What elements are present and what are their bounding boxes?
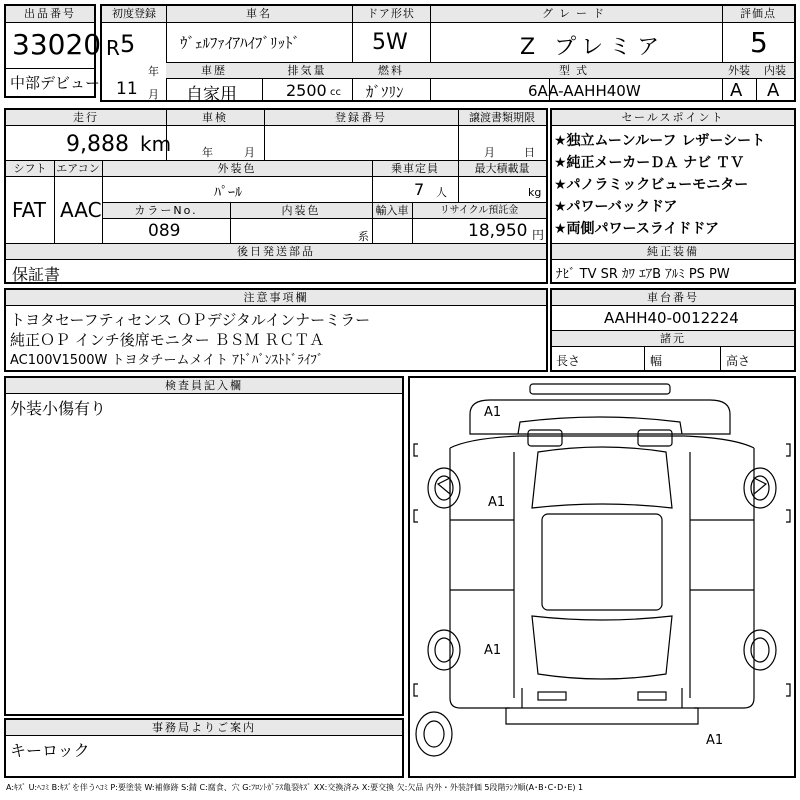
chassis-box	[550, 288, 796, 372]
sales-points-label: セールスポイント	[552, 110, 794, 126]
capacity-label: 乗車定員	[372, 161, 458, 177]
headlight-right	[638, 430, 672, 446]
lot-number: 33020	[12, 28, 102, 61]
notes-box	[4, 288, 548, 372]
fuel-value: ｶﾞｿﾘﾝ	[366, 83, 404, 101]
score-label: 評価点	[722, 6, 794, 23]
later-parts-label: 後日発送部品	[6, 244, 546, 260]
max-load-label: 最大積載量	[458, 161, 546, 177]
ext-color-value: ﾊﾟｰﾙ	[214, 185, 242, 201]
roof	[542, 514, 662, 610]
dims-width-label: 幅	[650, 354, 663, 368]
color-no-label: カラーNo.	[102, 203, 230, 219]
registration-label: 登録番号	[264, 110, 458, 126]
exterior-grade-label: 外装	[722, 63, 756, 79]
wheel-rear-right	[744, 630, 776, 670]
legend-text: A:ｷｽﾞ U:ﾍｺﾐ B:ｷｽﾞを伴うﾍｺﾐ P:要塗装 W:補修跡 S:錆 C:腐食、穴 G:ﾌﾛﾝﾄｶﾞﾗｽ亀裂ｷｽﾞ XX:交換済み X:要交換 欠:欠品 内外・外装評価 5段階ﾗﾝｸ順(A･B･C･D･E) 1	[6, 783, 584, 792]
displacement-unit: cc	[330, 87, 341, 98]
rear-bumper	[506, 708, 698, 724]
interior-grade-label: 内装	[756, 63, 794, 79]
model-value: 6AA-AAHH40W	[528, 82, 641, 100]
sales-point-item: ★独立ムーンルーフ レザーシート	[554, 133, 766, 149]
first-reg-month: 11	[116, 79, 138, 99]
inspector-value: 外装小傷有り	[10, 399, 107, 418]
office-box	[4, 718, 404, 778]
notes-line: 純正ＯＰ インチ後席モニター ＢＳＭ ＲＣＴＡ	[10, 331, 325, 349]
notes-line: AC100V1500W トヨタチームメイト ｱﾄﾞﾊﾞﾝｽﾄﾄﾞﾗｲﾌﾞ	[10, 353, 324, 368]
sales-point-item: ★両側パワースライドドア	[554, 221, 720, 237]
inspector-box	[4, 376, 404, 716]
wheel-rear-left	[428, 630, 460, 670]
venue-label: 中部デビュー	[10, 74, 101, 92]
spare-wheel	[416, 712, 452, 756]
inspection-year-unit: 年	[202, 146, 213, 159]
ext-color-label: 外装色	[102, 161, 372, 177]
mirror-left	[438, 478, 450, 494]
car-name-value: ｳﾞｪﾙﾌｧｲｱﾊｲﾌﾞﾘｯﾄﾞ	[180, 34, 301, 52]
notes-label: 注意事項欄	[6, 290, 546, 306]
office-value: キーロック	[10, 741, 90, 760]
mid-info-box	[4, 108, 548, 284]
transfer-month-unit: 月	[484, 146, 495, 159]
notes-line: トヨタセーフティセンス ＯＰデジタルインナーミラー	[10, 311, 371, 329]
door-label: ドア形状	[352, 6, 430, 23]
displacement-value: 2500	[286, 81, 327, 100]
capacity-unit: 人	[436, 186, 447, 199]
headlight-left	[528, 430, 562, 446]
history-value: 自家用	[186, 85, 237, 105]
model-label: 型式	[430, 63, 722, 79]
equipment-value: ﾅﾋﾞ TV SR ｶﾜ ｴｱB ｱﾙﾐ PS PW	[556, 267, 730, 282]
bracket	[786, 444, 790, 456]
aircon-label: エアコン	[54, 161, 102, 177]
first-reg-year-unit: 年	[148, 65, 159, 78]
inspection-label: 車検	[166, 110, 264, 126]
top-info-box	[100, 4, 796, 105]
mileage-unit: km	[140, 132, 172, 156]
first-reg-year: 5	[120, 30, 136, 58]
first-reg-era: R	[106, 36, 120, 60]
sales-point-item: ★パワーバックドア	[554, 199, 678, 215]
wheel-front-right	[744, 468, 776, 508]
aircon-value: AAC	[60, 198, 102, 222]
recycle-label: リサイクル預託金	[412, 203, 546, 219]
door-value: 5W	[372, 30, 408, 55]
int-color-unit: 系	[358, 230, 369, 243]
chassis-value: AAHH40-0012224	[604, 309, 739, 327]
sales-point-item: ★純正メーカーＤＡ ナビ ＴＶ	[554, 155, 745, 171]
body-right-side	[694, 448, 754, 708]
exterior-grade-value: A	[730, 80, 743, 101]
capacity-value: 7	[414, 180, 425, 199]
lot-label: 出品番号	[6, 6, 94, 23]
bracket	[414, 444, 418, 456]
lot-box	[4, 4, 102, 98]
body-top	[450, 436, 754, 448]
damage-mark: A1	[484, 643, 502, 658]
wheel-front-left	[428, 468, 460, 508]
recycle-unit: 円	[532, 228, 545, 242]
first-reg-month-unit: 月	[148, 88, 159, 101]
hood	[518, 417, 682, 434]
dims-label: 諸元	[552, 331, 794, 347]
first-reg-label: 初度登録	[102, 6, 166, 23]
damage-mark: A1	[706, 733, 724, 748]
chassis-label: 車台番号	[552, 290, 794, 306]
vehicle-diagram	[410, 378, 794, 776]
score-value: 5	[750, 26, 768, 59]
inspection-month-unit: 月	[244, 146, 255, 159]
inspector-label: 検査員記入欄	[6, 378, 402, 394]
car-name-label: 車名	[166, 6, 352, 23]
transfer-day-unit: 日	[524, 146, 535, 159]
bracket	[786, 510, 790, 522]
rear-window	[532, 616, 672, 679]
sales-point-item: ★パノラミックビューモニター	[554, 177, 749, 193]
interior-grade-value: A	[767, 80, 780, 101]
history-label: 車歴	[166, 63, 262, 79]
spare-wheel-inner	[424, 721, 444, 747]
roof-panel	[530, 384, 670, 394]
displacement-label: 排気量	[262, 63, 352, 79]
bracket	[414, 510, 418, 522]
dims-length-label: 長さ	[556, 354, 581, 368]
damage-mark: A1	[484, 405, 502, 420]
bracket	[786, 684, 790, 696]
damage-marks	[484, 405, 723, 748]
tail-light-right	[638, 692, 666, 700]
equipment-label: 純正装備	[552, 244, 794, 260]
cabin	[532, 447, 672, 508]
mileage-label: 走行	[6, 110, 166, 126]
tail-light-left	[538, 692, 566, 700]
grade-label: グレード	[430, 6, 722, 23]
shift-value: FAT	[12, 198, 47, 222]
office-label: 事務局よりご案内	[6, 720, 402, 736]
int-color-label: 内装色	[230, 203, 372, 219]
recycle-value: 18,950	[468, 221, 528, 241]
import-label: 輸入車	[372, 203, 412, 219]
transfer-label: 譲渡書類期限	[458, 110, 546, 126]
mileage-value: 9,888	[66, 132, 129, 157]
mirror-right	[754, 478, 766, 494]
color-no-value: 089	[148, 221, 181, 241]
vehicle-diagram-box	[408, 376, 796, 778]
dims-height-label: 高さ	[726, 354, 751, 368]
sales-points-box	[550, 108, 796, 284]
fuel-label: 燃料	[352, 63, 430, 79]
shift-label: シフト	[6, 161, 54, 177]
sales-points-list	[554, 130, 794, 240]
later-parts-value: 保証書	[12, 265, 61, 284]
bracket	[414, 684, 418, 696]
grade-value: Z プレミア	[520, 35, 666, 60]
max-load-unit: kg	[528, 186, 542, 199]
damage-mark: A1	[488, 495, 506, 510]
body-left-side	[450, 448, 510, 708]
